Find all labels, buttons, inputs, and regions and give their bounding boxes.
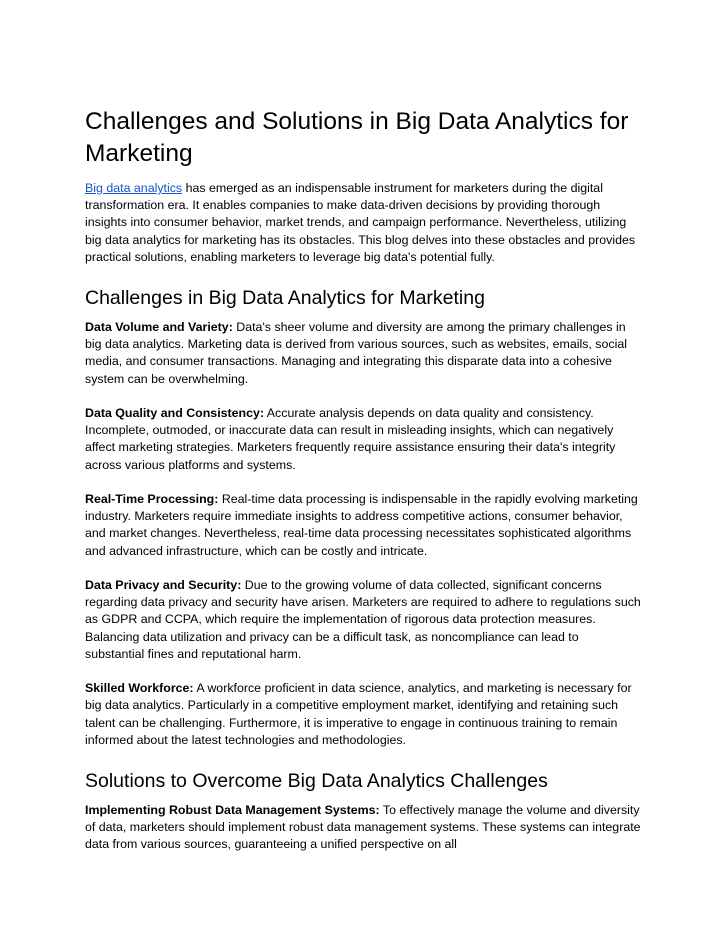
challenge-data-quality — [85, 405, 641, 474]
challenge-label: Data Volume and Variety: — [85, 320, 233, 335]
challenge-real-time — [85, 491, 641, 560]
challenge-text: Data's sheer volume and diversity are among the primary challenges in big data analytics. Marketing data is derived from various sources, such as websites, emails, social media, and consumer transactions. Managing and integrating this disparate data into a cohesive system can be overwhelming. — [85, 320, 627, 386]
document-title: Challenges and Solutions in Big Data Analytics for Marketing — [85, 108, 629, 167]
document-page — [85, 106, 641, 854]
solutions-heading: Solutions to Overcome Big Data Analytics Challenges — [85, 770, 548, 793]
challenge-data-volume — [85, 319, 641, 388]
challenge-privacy — [85, 577, 641, 663]
challenge-label: Data Privacy and Security: — [85, 578, 242, 593]
solution-label: Implementing Robust Data Management Systems: — [85, 803, 380, 818]
challenge-text: A workforce proficient in data science, analytics, and marketing is necessary for big data analytics. Particularly in a competitive employment market, identifying and retaining such talent can be challenging. Furthermore, it is imperative to engage in continuous training to remain informed about the latest technologies and methodologies. — [85, 681, 632, 747]
challenge-workforce — [85, 680, 641, 749]
challenges-heading: Challenges in Big Data Analytics for Marketing — [85, 287, 485, 310]
intro-text: has emerged as an indispensable instrument for marketers during the digital transformation era. It enables companies to make data-driven decisions by providing thorough insights into consumer behavior, market trends, and campaign performance. Nevertheless, utilizing big data analytics for marketing has its obstacles. This blog delves into these obstacles and provides practical solutions, enabling marketers to leverage big data's potential fully. — [85, 181, 636, 264]
challenge-label: Real-Time Processing: — [85, 492, 219, 507]
solution-data-management — [85, 802, 641, 854]
challenge-label: Data Quality and Consistency: — [85, 406, 265, 421]
intro-paragraph — [85, 180, 641, 266]
big-data-analytics-link[interactable]: Big data analytics — [85, 181, 183, 195]
challenge-text: Real-time data processing is indispensable in the rapidly evolving marketing industry. Marketers require immediate insights to address competitive actions, consumer behavior, and market changes. Nevertheless, real-time data processing necessitates sophisticated algorithms and advanced infrastructure, which can be costly and intricate. — [85, 492, 638, 558]
challenge-text: Due to the growing volume of data collected, significant concerns regarding data privacy and security have arisen. Marketers are required to adhere to regulations such as GDPR and CCPA, which require the implementation of rigorous data protection measures. Balancing data utilization and privacy can be a difficult task, as noncompliance can lead to substantial fines and reputational harm. — [85, 578, 641, 661]
challenge-text: Accurate analysis depends on data quality and consistency. Incomplete, outmoded, or inaccurate data can result in misleading insights, which can negatively affect marketing strategies. Marketers frequently require assistance ensuring their data's integrity across various platforms and systems. — [85, 406, 616, 472]
challenge-label: Skilled Workforce: — [85, 681, 194, 696]
solution-text: To effectively manage the volume and diversity of data, marketers should implement robust data management systems. These systems can integrate data from various sources, guaranteeing a unified perspective on all — [85, 803, 641, 852]
